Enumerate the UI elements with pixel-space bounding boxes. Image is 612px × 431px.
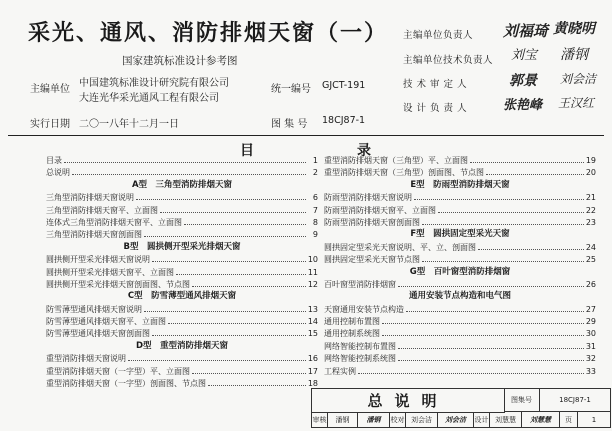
header-divider (8, 135, 604, 136)
check-label: 校对 (390, 412, 406, 427)
toc-entry-page: 32 (585, 354, 596, 364)
checker-signature: 刘会洁 (438, 412, 474, 427)
toc-leader-dots (486, 166, 584, 175)
toc-section-heading: B型 圆拱侧开型采光排烟天窗 (123, 241, 241, 252)
toc-entry (46, 278, 318, 290)
toc-leader-dots (398, 352, 584, 361)
title-block-atlas-label: 图集号 (504, 389, 540, 412)
main-title: 采光、通风、消防排烟天窗（一） (28, 21, 389, 46)
toc-entry (46, 303, 318, 315)
toc-entry-page: 8 (312, 217, 318, 227)
signature-tech-lead-1: 刘宝 (511, 48, 538, 63)
toc-entry-title: 防雪薄型通风排烟天窗说明 (46, 304, 142, 314)
toc-entry (46, 166, 318, 178)
toc-entry-title: 重型消防排烟天窗（三角型）平、立面图 (324, 156, 468, 165)
toc-entry-title: 连体式三角型消防排烟天窗平、立面图 (46, 217, 182, 227)
toc-entry (324, 365, 596, 377)
toc-entry (324, 204, 596, 216)
toc-leader-dots (358, 365, 584, 374)
toc-section-heading: F型 圆拱固定型采光天窗 (410, 229, 510, 240)
toc-leader-dots (382, 315, 584, 324)
toc-entry-page: 33 (585, 366, 596, 376)
designer-signature: 刘慧慧 (522, 412, 560, 427)
toc-leader-dots (422, 216, 584, 225)
toc-entry-title: 网络智能控制布置图 (324, 341, 396, 351)
title-block (311, 388, 611, 428)
toc-entry-page: 11 (307, 267, 318, 277)
toc-entry (46, 377, 318, 389)
toc-leader-dots (192, 278, 306, 287)
reviewer-name: 潘钢 (328, 412, 358, 427)
toc-entry-page: 26 (585, 279, 596, 289)
toc-entry-title: 网络智能控制系统图 (324, 354, 396, 364)
resp-label-design-lead: 设 计 负 责 人 (403, 103, 468, 114)
toc-entry-page: 21 (585, 193, 596, 203)
toc-leader-dots (176, 266, 306, 275)
toc-entry (46, 352, 318, 364)
toc-leader-dots (152, 327, 306, 336)
toc-leader-dots (478, 241, 584, 250)
toc-entry (46, 216, 318, 228)
toc-entry-page: 27 (585, 304, 596, 314)
reviewer-signature: 潘钢 (358, 412, 390, 427)
toc-entry-title: 通用控制系统图 (324, 329, 380, 339)
toc-entry-title: 重型消防排烟天窗（三角型）剖面图、节点图 (324, 168, 484, 178)
toc-entry (324, 340, 596, 352)
toc-entry-page: 15 (307, 329, 318, 339)
atlas-number: 18CJ87-1 (322, 115, 366, 126)
toc-section-heading: G型 百叶窗型消防排烟窗 (409, 266, 511, 277)
toc-entry (46, 228, 318, 240)
toc-leader-dots (398, 340, 584, 349)
title-block-title: 总说明 (312, 389, 505, 413)
resp-label-tech-review: 技 术 审 定 人 (403, 79, 468, 90)
toc-entry-title: 重型消防排烟天窗（一字型）剖面图、节点图 (46, 379, 206, 389)
toc-right-column (324, 154, 596, 377)
toc-entry (46, 266, 318, 278)
toc-entry (324, 216, 596, 228)
toc-entry (46, 253, 318, 265)
toc-entry (324, 327, 596, 339)
toc-leader-dots (208, 377, 306, 386)
toc-entry (46, 365, 318, 377)
toc-section-heading: D型 重型消防排烟天窗 (135, 340, 229, 351)
toc-entry-title: 三角型消防排烟天窗剖面图 (46, 230, 142, 240)
toc-entry (324, 241, 596, 253)
toc-leader-dots (406, 303, 584, 312)
toc-leader-dots (160, 204, 306, 213)
title-block-atlas-number: 18CJ87-1 (540, 389, 610, 412)
toc-entry (324, 315, 596, 327)
editor-unit-line2: 大连光华采光通风工程有限公司 (79, 93, 219, 104)
signature-tech-review-2: 刘会洁 (560, 72, 597, 86)
toc-leader-dots (144, 228, 306, 237)
unified-number-label: 统一编号 (271, 84, 311, 95)
toc-entry (46, 315, 318, 327)
toc-entry-page: 23 (585, 217, 596, 227)
toc-entry-page: 30 (585, 329, 596, 339)
toc-entry-page: 19 (585, 156, 596, 165)
checker-name: 刘会洁 (406, 412, 438, 427)
toc-entry (324, 154, 596, 166)
editor-unit-label: 主编单位 (30, 84, 70, 95)
toc-entry-page: 10 (307, 255, 318, 265)
signature-chief-unit-1: 刘福琦 (503, 22, 549, 40)
toc-heading-right: 录 (357, 143, 371, 159)
toc-section-heading: C型 防雪薄型通风排烟天窗 (127, 291, 237, 302)
toc-leader-dots (184, 216, 306, 225)
toc-left-column (46, 154, 318, 389)
toc-entry (324, 191, 596, 203)
toc-entry-title: 目录 (46, 156, 62, 165)
toc-entry-title: 圆拱侧开型采光排烟天窗平、立面图 (46, 267, 174, 277)
toc-entry-title: 圆拱侧开型采光排烟天窗说明 (46, 255, 150, 265)
signature-tech-review-1: 郭景 (509, 73, 537, 89)
toc-leader-dots (136, 191, 306, 200)
toc-entry-page: 9 (312, 230, 318, 240)
toc-leader-dots (168, 315, 306, 324)
editor-unit-line1: 中国建筑标准设计研究院有限公司 (79, 78, 229, 89)
toc-entry (46, 204, 318, 216)
toc-entry-title: 百叶窗型消防排烟窗 (324, 279, 396, 289)
review-label: 审核 (312, 412, 328, 427)
toc-entry-page: 25 (585, 255, 596, 265)
page-label: 页 (560, 412, 578, 427)
atlas-number-label: 图 集 号 (271, 119, 308, 130)
toc-leader-dots (152, 253, 306, 262)
resp-label-tech-lead: 主编单位技术负责人 (403, 55, 494, 66)
toc-leader-dots (414, 191, 584, 200)
toc-entry (324, 352, 596, 364)
signature-chief-unit-2: 黄晓明 (553, 21, 595, 37)
toc-leader-dots (438, 204, 584, 213)
toc-leader-dots (470, 154, 584, 163)
toc-leader-dots (64, 154, 306, 163)
toc-section-heading: 通用安装节点构造和电气图 (408, 291, 511, 302)
toc-entry (324, 253, 596, 265)
page-number: 1 (591, 415, 597, 424)
resp-label-chief-unit: 主编单位负责人 (403, 30, 474, 41)
toc-entry-title: 防雪薄型通风排烟天窗剖面图 (46, 329, 150, 339)
toc-entry-title: 圆拱侧开型采光排烟天窗剖面图、节点图 (46, 279, 190, 289)
unified-number: GJCT-191 (322, 80, 366, 91)
toc-entry-page: 2 (312, 168, 318, 178)
toc-entry-page: 7 (312, 205, 318, 215)
toc-entry-page: 20 (585, 168, 596, 178)
subtitle: 国家建筑标准设计参考图 (122, 55, 238, 67)
toc-entry (324, 278, 596, 290)
toc-leader-dots (144, 303, 306, 312)
toc-entry-page: 1 (312, 156, 318, 165)
toc-entry-title: 重型消防排烟天窗（一字型）平、立面图 (46, 366, 190, 376)
toc-entry-title: 重型消防排烟天窗说明 (46, 354, 126, 364)
toc-section-heading: E型 防雨型消防排烟天窗 (410, 179, 510, 190)
toc-entry (324, 303, 596, 315)
toc-entry-page: 24 (585, 242, 596, 252)
toc-entry-title: 圆拱固定型采光天窗节点图 (324, 255, 420, 265)
effective-date-label: 实行日期 (30, 119, 70, 130)
toc-leader-dots (192, 365, 306, 374)
toc-leader-dots (72, 166, 306, 175)
toc-entry-title: 三角型消防排烟天窗平、立面图 (46, 205, 158, 215)
toc-leader-dots (382, 327, 584, 336)
toc-entry (324, 166, 596, 178)
toc-entry-title: 天窗通用安装节点构造 (324, 304, 404, 314)
toc-entry-page: 29 (585, 317, 596, 327)
toc-entry-title: 防雪薄型通风排烟天窗平、立面图 (46, 317, 166, 327)
toc-entry-page: 6 (312, 193, 318, 203)
toc-entry-title: 防雨型消防排烟天窗剖面图 (324, 217, 420, 227)
toc-entry (46, 191, 318, 203)
signature-tech-lead-2: 潘钢 (560, 47, 588, 63)
toc-entry-title: 圆拱固定型采光天窗说明、平、立、剖面图 (324, 242, 476, 252)
toc-entry-page: 16 (307, 354, 318, 364)
toc-entry-page: 12 (307, 279, 318, 289)
toc-leader-dots (398, 278, 584, 287)
toc-entry-title: 防雨型消防排烟天窗平、立面图 (324, 205, 436, 215)
toc-entry-page: 31 (585, 341, 596, 351)
toc-leader-dots (128, 352, 306, 361)
designer-name: 刘慧慧 (490, 412, 522, 427)
signature-design-lead-1: 张艳峰 (503, 98, 543, 113)
toc-entry-title: 三角型消防排烟天窗说明 (46, 193, 134, 203)
toc-entry (46, 154, 318, 166)
toc-entry-page: 18 (307, 379, 318, 389)
toc-entry-page: 14 (307, 317, 318, 327)
toc-entry-page: 13 (307, 304, 318, 314)
toc-entry-title: 防雨型消防排烟天窗说明 (324, 193, 412, 203)
effective-date: 二〇一八年十二月一日 (79, 119, 179, 130)
toc-entry-title: 通用控制布置图 (324, 317, 380, 327)
toc-leader-dots (422, 253, 584, 262)
design-label: 设计 (474, 412, 490, 427)
toc-entry-page: 17 (307, 366, 318, 376)
signature-design-lead-2: 王汉红 (558, 96, 595, 110)
toc-entry-page: 22 (585, 205, 596, 215)
toc-heading-left: 目 (240, 143, 254, 159)
toc-entry-title: 工程实例 (324, 366, 356, 376)
toc-entry (46, 327, 318, 339)
toc-entry-title: 总说明 (46, 168, 70, 178)
toc-section-heading: A型 三角型消防排烟天窗 (131, 179, 233, 190)
